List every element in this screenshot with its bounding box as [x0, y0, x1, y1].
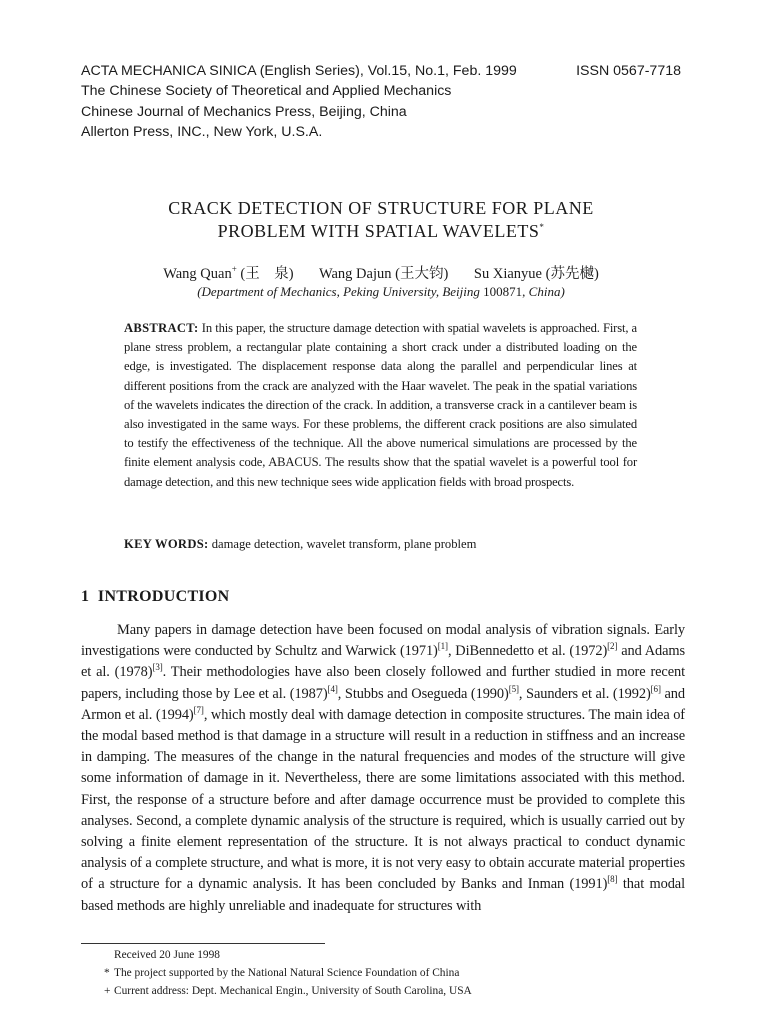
citation: [3]: [152, 662, 163, 673]
journal-header: [81, 61, 681, 142]
author-affiliation: (Department of Mechanics, Peking University, Beijing 100871, China): [197, 284, 565, 299]
keywords-label: KEY WORDS:: [124, 537, 209, 551]
publisher-new-york: Allerton Press, INC., New York, U.S.A.: [81, 123, 323, 140]
keywords: [124, 537, 644, 552]
paper-title: [81, 197, 681, 243]
author-chinese-name: (王大钧): [395, 266, 449, 282]
abstract-text: In this paper, the structure damage detection with spatial wavelets is approached. First, a plane stress problem, a rectangular plate containing a short crack under a distributed loading on the edge, is investigated. The displacement response data along the parallel and perpendicular lines at different positions from the crack are analyzed with the Haar wavelet. The peak in the spatial variations of the wavelets indicates the direction of the crack. In addition, a transverse crack in a cantilever beam is also investigated in the same ways. For these problems, the different crack positions are also simulated to testify the effectiveness of the technique. All the above numerical simulations are processed by the finite element analysis code, ABACUS. The results show that the spatial wavelet is a powerful tool for damage detection, and this new technique sees wide application fields with broad prospects.: [124, 321, 637, 489]
introduction-body: [81, 620, 685, 917]
title-footnote-mark: *: [539, 222, 545, 232]
journal-citation: ACTA MECHANICA SINICA (English Series), Vol.15, No.1, Feb. 1999: [81, 63, 517, 79]
citation: [4]: [327, 683, 338, 694]
citation: [8]: [607, 874, 618, 885]
received-date: Received 20 June 1998: [114, 949, 220, 961]
abstract-label: ABSTRACT:: [124, 321, 199, 335]
publisher-beijing: Chinese Journal of Mechanics Press, Beijing, China: [81, 103, 407, 120]
funding-footnote: * The project supported by the National Natural Science Foundation of China: [104, 967, 460, 979]
citation: [2]: [607, 641, 618, 652]
author-footnote-mark: +: [231, 264, 237, 275]
author-name: Wang Dajun: [318, 266, 392, 282]
address-footnote: + Current address: Dept. Mechanical Engin., University of South Carolina, USA: [104, 985, 472, 997]
author-name: Su Xianyue: [473, 266, 542, 282]
section-heading: [81, 588, 230, 606]
title-line-2: PROBLEM WITH SPATIAL WAVELETS*: [217, 221, 545, 241]
citation: [5]: [508, 683, 519, 694]
footnote-divider: [81, 943, 325, 944]
issn-number: ISSN 0567-7718: [576, 63, 681, 79]
author-chinese-name: (苏先樾): [545, 266, 599, 282]
keywords-text: damage detection, wavelet transform, plane problem: [211, 537, 477, 551]
section-number: 1: [81, 588, 90, 605]
title-line-1: CRACK DETECTION OF STRUCTURE FOR PLANE: [168, 198, 594, 218]
body-paragraph: Many papers in damage detection have been focused on modal analysis of vibration signals. Early investigations were conducted by Schultz and Warwick (1971)[1], DiBennedetto et al. (1972)[2] and Adams et al. (1978)[3]. Their methodologies have also been closely followed and further studied in more recent papers, including those by Lee et al. (1987)[4], Stubbs and Osegueda (1990)[5], Saunders et al. (1992)[6] and Armon et al. (1994)[7], which mostly deal with damage detection in composite structures. The main idea of the modal based method is that damage in a structure will result in a reduction in stiffness and an increase in damping. The measures of the change in the natural frequencies and modes of the structure will give some information of damage in it. Nevertheless, there are some limitations associated with this method. First, the response of a structure before and after damage occurrence must be provided to complete this analyses. Second, a complete dynamic analysis of the structure is required, which is usually carried out by solving a finite element representation of the structure. It is not always practical to conduct dynamic analysis of a complete structure, and what is more, it is not very easy to obtain accurate material properties of a structure for a dynamic analysis. It has been concluded by Banks and Inman (1991)[8] that modal based methods are highly unreliable and inadequate for structures with: [81, 622, 685, 914]
author-list: [81, 262, 681, 283]
footnotes: [104, 946, 704, 1000]
section-title: INTRODUCTION: [97, 588, 230, 605]
author-name: Wang Quan: [163, 266, 232, 282]
postal-code: 100871,: [483, 284, 526, 299]
author-chinese-name: (王 泉): [240, 266, 294, 282]
citation: [1]: [437, 641, 448, 652]
citation: [6]: [650, 683, 661, 694]
abstract: [124, 319, 637, 492]
citation: [7]: [193, 705, 204, 716]
society-name: The Chinese Society of Theoretical and Applied Mechanics: [81, 83, 452, 100]
